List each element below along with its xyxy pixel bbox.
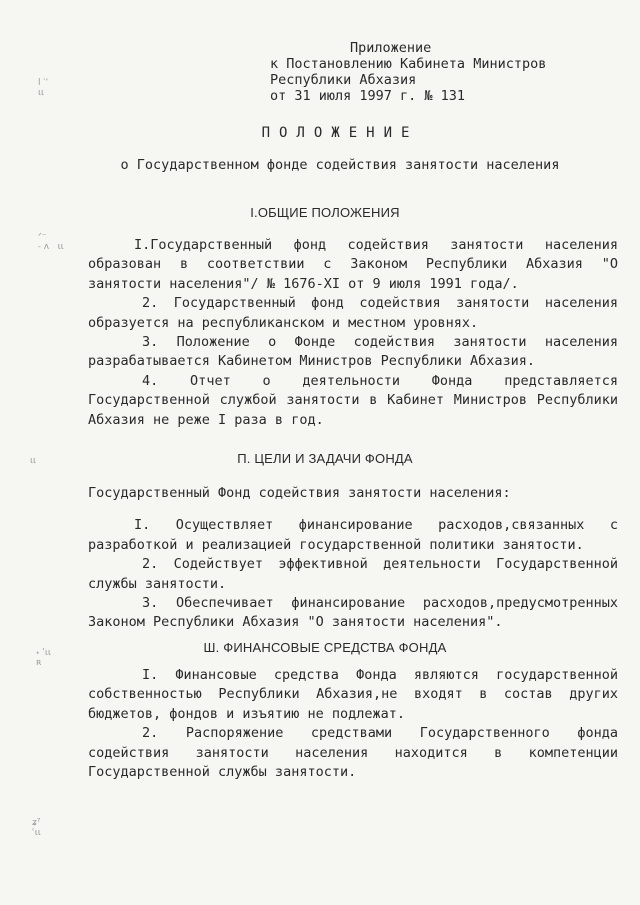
document-title: ПОЛОЖЕНИЕ [261,125,419,141]
paragraph: I. Осуществляет финансирование расходов,связанных с разработкой и реализацией государственной политики занятости. [88,517,618,553]
section-body [88,484,618,633]
appendix-line: от 31 июля 1997 г. № 131 [270,88,466,104]
paragraph: I. Финансовые средства Фонда являются государственной собственностью Республики Абхазия,не входят в состав других бюджетов, фондов и изъятию не подлежат. [88,667,618,722]
margin-mark: ɩɩ [30,456,37,466]
margin-mark: ᐟ⁻ ˗ ʌ ɩɩ [38,232,64,252]
document-subtitle: о Государственном фонде содействия занятости населения [120,157,560,173]
section-heading: П. ЦЕЛИ И ЗАДАЧИ ФОНДА [237,451,413,466]
paragraph: Государственный Фонд содействия занятости населения: [88,485,511,501]
paragraph: I.Государственный фонд содействия занятости населения образован в соответствии с Законом Республики Абхазия "О занятости населения"/ № 1676-XI от 9 июля 1991 года/. [88,237,618,292]
section-heading: Ш. ФИНАНСОВЫЕ СРЕДСТВА ФОНДА [203,640,447,655]
paragraph: 2. Распоряжение средствами Государственного фонда содействия занятости населения находится в компетенции Государственной службы занятости. [88,725,618,781]
margin-mark: ʑ⁷ ʿɩɩ [32,818,41,838]
margin-mark: ⅼ ′ʼ ɩɩ [38,78,49,98]
appendix-line: Республики Абхазия [270,72,417,88]
paragraph: 3. Положение о Фонде содействия занятости населения разрабатывается Кабинетом Министров Республики Абхазия. [88,334,618,370]
section-heading: I.ОБЩИЕ ПОЛОЖЕНИЯ [250,205,400,220]
appendix-line: к Постановлению Кабинета Министров [270,56,547,72]
paragraph: 3. Обеспечивает финансирование расходов,предусмотренных Законом Республики Абхазия "О занятости населения". [88,595,618,631]
paragraph: 2. Государственный фонд содействия занятости населения образуется на республиканском и местном уровнях. [88,295,618,331]
appendix-line: Приложение [350,40,432,56]
section-body [88,666,618,782]
paragraph: 4. Отчет о деятельности Фонда представляется Государственной службой занятости в Кабинет Министров Республики Абхазия не реже I раза в год. [88,372,618,428]
margin-mark: ˖ ʹɩɩ ʀ [36,648,51,668]
paragraph: 2. Содействует эффективной деятельности Государственной службы занятости. [88,556,618,592]
section-body [88,236,618,430]
appendix-block [270,40,546,104]
